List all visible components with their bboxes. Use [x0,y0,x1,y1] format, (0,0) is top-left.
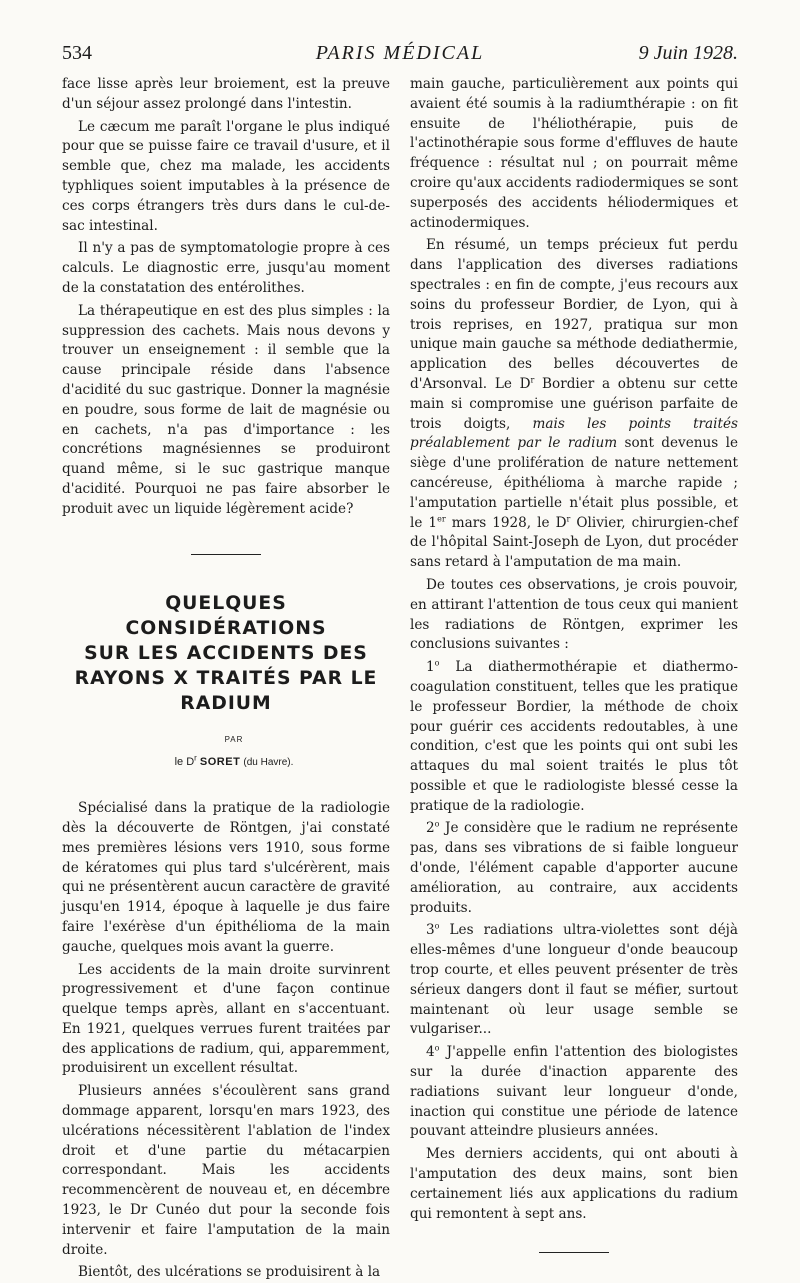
conclusion-item [410,658,738,816]
article-title-line: RAYONS X TRAITÉS PAR LE [74,667,378,689]
paragraph: Il n'y a pas de symptomatologie propre à ces calculs. Le diagnostic erre, jusqu'au moment de la constatation des entérolithes. [62,240,390,296]
right-column [410,75,738,1253]
text-run: En résumé, un temps précieux fut perdu dans l'application des diverses radiations spectrales : en fin de compte, j'eus recours aux soins du professeur Bordier, de Lyon, qui à trois reprises, en 1927, pratiqua sur mon unique main gauche sa méthode dediathermie, application des belles découvertes de d'Arsonval. Le D [410,237,738,392]
superscript: o [434,1043,440,1053]
running-header [62,42,738,70]
paragraph: La thérapeutique en est des plus simples : la suppression des cachets. Mais nous devons y trouver un enseignement : il semble que la cause principale réside dans l'absence d'acidité du suc gastrique. Donner la magnésie en poudre, sous forme de lait de magnésie ou en cachets, n'a pas d'importance : les concrétions magnésiennes se produiront quand même, si le suc gastrique manque d'acidité. Pourquoi ne pas faire absorber le produit avec un liquide légèrement acide? [62,302,390,517]
page-number: 534 [62,42,92,64]
paragraph: Spécialisé dans la pratique de la radiologie dès la découverte de Röntgen, j'ai constaté mes premières lésions vers 1910, sous forme de kératomes qui plus tard s'ulcérèrent, mais qui ne présentèrent aucun caractère de gravité jusqu'en 1914, époque à laquelle je dus faire faire l'exérèse d'un épithélioma de la main gauche, quelques mois avant la guerre. [62,800,390,955]
end-divider [539,1252,609,1253]
superscript: r [530,375,535,385]
text-run: Olivier, chirurgien-chef de l'hôpital Saint-Joseph de Lyon, dut procéder sans retard à l'amputation de ma main. [410,514,738,571]
paragraph: Plusieurs années s'écoulèrent sans grand dommage apparent, lorsqu'en mars 1923, des ulcérations nécessitèrent l'ablation de l'index droit et d'une partie du métacarpien correspondant. Mais les accidents recommencèrent de nouveau et, en décembre 1923, le Dr Cunéo dut pour la seconde fois intervenir et faire l'amputation de la main droite. [62,1083,390,1258]
text-run: sont devenus le siège d'une prolifération de nature nettement cancéreuse, épithélioma à marche rapide ; l'amputation partielle n'était plus possible, et le 1 [410,435,738,531]
author-name: SORET [199,756,241,769]
emphasis: mais les points traités préalablement par le radium [410,415,738,452]
byline-par: PAR [224,734,244,744]
superscript: o [434,921,440,931]
text-run: J'appelle enfin l'attention des biologistes sur la durée d'inaction apparente des radiations suivant leur longueur d'onde, inaction qui constitue une période de latence pouvant atteindre plusieurs années. [410,1044,738,1140]
paragraph: Mes derniers accidents, qui ont abouti à l'amputation des deux mains, sont bien certainement liés aux applications du radium qui remontent à sept ans. [410,1146,738,1222]
item-number: 1 [426,659,435,676]
paragraph: Le cæcum me paraît l'organe le plus indiqué pour que se puisse faire ce travail d'usure, et il semble que, chez ma malade, les accidents typhliques soient imputables à la présence de ces corps étrangers très durs dans le cul-de-sac intestinal. [62,118,390,234]
article-title-line: SUR LES ACCIDENTS DES [84,642,368,664]
text-run: Je considère que le radium ne représente pas, dans ses vibrations de si faible longueur d'onde, l'élément capable d'apporter aucune amélioration, au contraire, aux accidents produits. [410,820,738,916]
superscript: o [434,819,440,829]
paragraph: Les accidents de la main droite survinrent progressivement et d'une façon continue quelque temps après, allant en s'accentuant. En 1921, quelques verrues furent traitées par des applications de radium, qui, apparemment, produisirent un excellent résultat. [62,961,390,1077]
paragraph: face lisse après leur broiement, est la preuve d'un séjour assez prolongé dans l'intestin. [62,76,390,112]
superscript: o [434,658,440,668]
conclusion-item [410,819,738,918]
item-number: 3 [426,922,435,939]
article-title-line: RADIUM [180,692,272,714]
author-location: (du Havre). [243,757,294,769]
paragraph: De toutes ces observations, je crois pouvoir, en attirant l'attention de tous ceux qui manient les radiations de Röntgen, exprimer les conclusions suivantes : [410,576,738,653]
article-title-line: QUELQUES CONSIDÉRATIONS [125,592,327,639]
text-run: Les radiations ultra-violettes sont déjà elles-mêmes d'une longueur d'onde beaucoup trop courte, et elles peuvent présenter de très sérieux dangers dont il faut se méfier, surtout maintenant où leur usage semble se vulgariser... [410,922,738,1038]
author-prefix: le D [174,756,195,769]
item-number: 4 [426,1044,435,1061]
author-prefix-sup: r [194,753,197,763]
conclusion-item [410,921,738,1040]
superscript: r [566,514,571,523]
text-run: Bordier a obtenu sur cette main si compromise une guérison parfaite de trois doigts, [410,375,738,432]
text-run: mars 1928, le D [445,514,567,531]
paragraph [410,236,738,573]
author-byline [62,753,390,773]
left-column [62,75,390,1283]
issue-date: 9 Juin 1928. [638,42,738,64]
superscript: er [437,514,446,523]
item-number: 2 [426,820,435,837]
text-run: La diathermothérapie et diathermo-coagulation constituent, telles que les pratique le professeur Bordier, la méthode de choix pour guérir ces accidents redoutables, à une condition, c'est que les points qui ont subi les attaques du mal soient traités le plus tôt possible et que le radiologiste blessé cesse la pratique de la radiologie. [410,659,738,814]
paragraph: Bientôt, des ulcérations se produisirent à la [78,1264,381,1281]
journal-title: PARIS MÉDICAL [315,42,485,64]
paragraph: main gauche, particulièrement aux points qui avaient été soumis à la radiumthérapie : on fit ensuite de l'héliothérapie, puis de l'actinothérapie sous forme d'effluves de haute fréquence : résultat nul ; on pourrait même croire qu'aux accidents radiodermiques se sont superposés des accidents héliodermiques et actinodermiques. [410,76,738,231]
conclusion-item [410,1043,738,1142]
article-title [62,591,390,716]
